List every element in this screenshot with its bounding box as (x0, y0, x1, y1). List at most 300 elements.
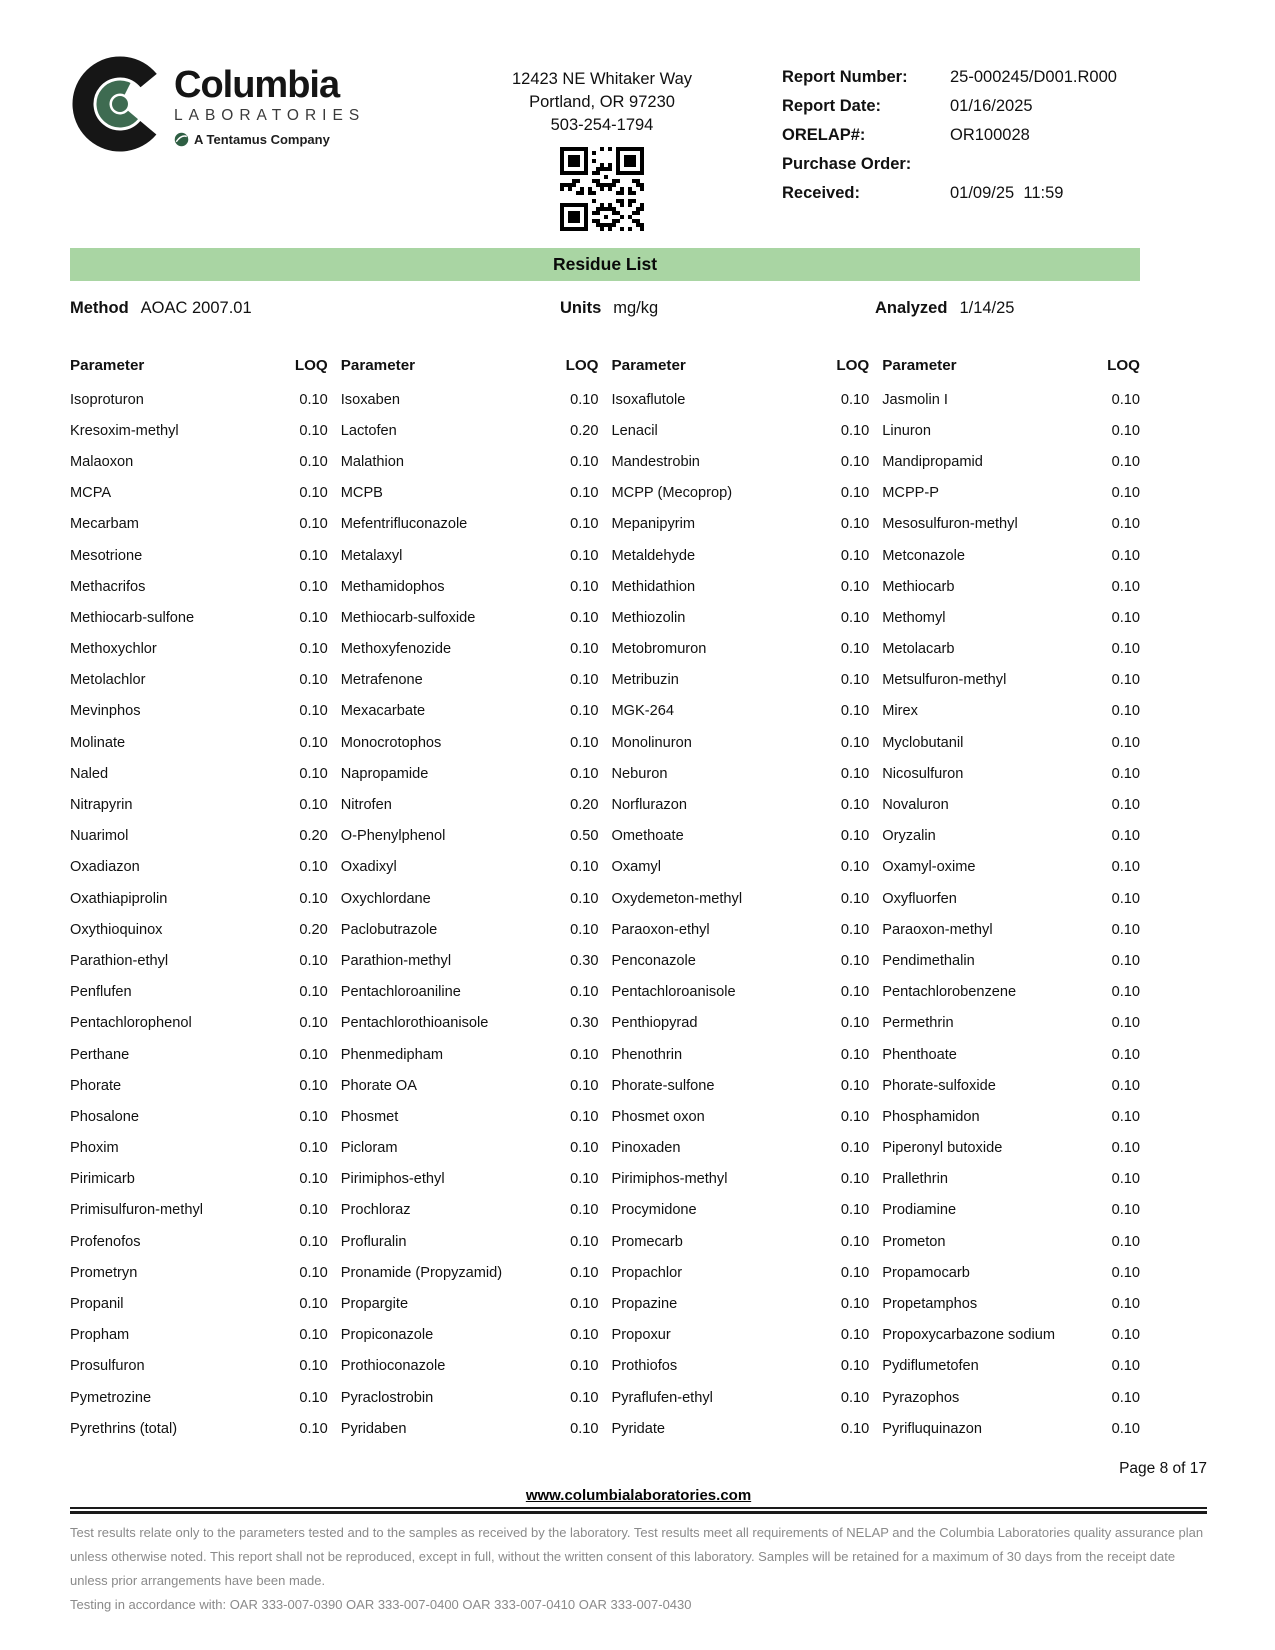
parameter-name: Phorate OA (340, 1077, 418, 1094)
loq-value: 0.10 (299, 422, 328, 439)
table-row (70, 571, 328, 602)
parameter-name: Parathion-methyl (340, 952, 452, 969)
table-row (612, 415, 870, 446)
loq-value: 0.10 (570, 547, 599, 564)
table-row (882, 945, 1140, 976)
loq-value: 0.10 (299, 609, 328, 626)
table-row (341, 1382, 599, 1413)
table-row (341, 1195, 599, 1226)
banner-title: Residue List (552, 254, 658, 274)
table-row (612, 1101, 870, 1132)
report-footer (70, 1460, 1207, 1617)
parameter-name: Nitrofen (340, 797, 392, 814)
loq-value: 0.10 (840, 516, 870, 533)
parameter-name: Metrafenone (340, 672, 423, 689)
parameter-name: Phenothrin (611, 1046, 683, 1063)
parameter-name: Methidathion (611, 578, 696, 595)
parameter-name: MCPP-P (882, 485, 940, 502)
loq-value: 0.10 (1111, 609, 1140, 626)
parameter-name: Prothioconazole (340, 1358, 446, 1375)
parameter-name: Methiocarb-sulfoxide (340, 609, 476, 626)
table-row (882, 758, 1140, 789)
units-field (560, 299, 875, 318)
parameter-name: MCPP (Mecoprop) (611, 485, 733, 502)
table-row (882, 789, 1140, 820)
table-row (612, 821, 870, 852)
table-row (341, 727, 599, 758)
parameter-name: Methiocarb-sulfone (70, 609, 195, 626)
report-info (782, 54, 1140, 232)
table-header-row (341, 346, 599, 384)
loq-value: 0.10 (840, 1358, 870, 1375)
method-units-analyzed-row (70, 299, 1140, 318)
loq-value: 0.10 (570, 485, 599, 502)
parameter-name: Prometryn (70, 1264, 138, 1281)
table-row (70, 1008, 328, 1039)
loq-value: 0.10 (840, 765, 870, 782)
loq-value: 0.10 (840, 984, 870, 1001)
parameter-name: Pirimiphos-ethyl (340, 1171, 445, 1188)
parameter-name: MGK-264 (611, 703, 674, 720)
parameter-name: Paraoxon-ethyl (611, 921, 710, 938)
table-row (882, 914, 1140, 945)
table-row (882, 571, 1140, 602)
parameter-name: Profluralin (340, 1233, 407, 1250)
table-row (70, 665, 328, 696)
loq-value: 0.10 (840, 641, 870, 658)
table-row (882, 1195, 1140, 1226)
parameter-name: Monolinuron (611, 734, 692, 751)
table-row (612, 977, 870, 1008)
loq-value: 0.10 (1111, 578, 1140, 595)
parameter-name: Norflurazon (611, 797, 687, 814)
units-label: Units (560, 299, 602, 317)
columbia-logo-icon (70, 54, 170, 154)
table-row (341, 789, 599, 820)
parameter-name: Isoxaben (340, 391, 400, 408)
lab-contact-block (437, 54, 767, 232)
parameter-name: Oxyfluorfen (882, 890, 957, 907)
table-row (612, 1008, 870, 1039)
loq-value: 0.10 (1111, 984, 1140, 1001)
parameter-name: Isoxaflutole (611, 391, 686, 408)
loq-value: 0.10 (570, 859, 599, 876)
table-row (341, 1101, 599, 1132)
parameter-name: Prodiamine (882, 1202, 957, 1219)
loq-value: 0.10 (840, 1015, 870, 1032)
table-row (70, 1257, 328, 1288)
address-line: 12423 NE Whitaker Way (511, 70, 693, 88)
table-row (882, 384, 1140, 415)
table-row (882, 446, 1140, 477)
table-row (341, 384, 599, 415)
parameter-name: Methamidophos (340, 578, 445, 595)
table-row (612, 478, 870, 509)
loq-value: 0.10 (570, 1140, 599, 1157)
loq-value: 0.10 (1111, 453, 1140, 470)
loq-value: 0.10 (840, 609, 870, 626)
address-line: Portland, OR 97230 (529, 93, 675, 111)
loq-value: 0.10 (299, 1327, 328, 1344)
columbia-logo (70, 54, 422, 232)
table-row (341, 602, 599, 633)
parameter-name: Linuron (882, 422, 931, 439)
loq-header: LOQ (565, 356, 599, 374)
report-info-label: ORELAP#: (782, 126, 866, 144)
report-info-value (950, 155, 1140, 174)
loq-value: 0.10 (299, 1389, 328, 1406)
parameter-name: Phenmedipham (340, 1046, 443, 1063)
loq-value: 0.10 (840, 1327, 870, 1344)
loq-value: 0.10 (570, 1264, 599, 1281)
table-row (882, 478, 1140, 509)
table-row (341, 1288, 599, 1319)
loq-value: 0.10 (299, 734, 328, 751)
table-header-row (70, 346, 328, 384)
loq-value: 0.10 (840, 703, 870, 720)
residue-table (70, 346, 1140, 1444)
parameter-name: Mexacarbate (340, 703, 426, 720)
report-info-label: Purchase Order: (782, 155, 912, 173)
table-row (612, 384, 870, 415)
loq-value: 0.10 (570, 1077, 599, 1094)
loq-value: 0.20 (570, 797, 599, 814)
parameter-name: Pymetrozine (70, 1389, 152, 1406)
logo-text (174, 54, 365, 147)
parameter-name: Nuarimol (70, 828, 129, 845)
loq-value: 0.10 (1111, 672, 1140, 689)
parameter-name: Napropamide (340, 765, 429, 782)
table-row (341, 540, 599, 571)
loq-value: 0.10 (840, 1233, 870, 1250)
parameter-name: Naled (70, 765, 109, 782)
loq-value: 0.10 (1111, 1296, 1140, 1313)
parameter-header: Parameter (70, 356, 145, 374)
table-row (612, 634, 870, 665)
loq-value: 0.10 (1111, 1358, 1140, 1375)
table-row (882, 634, 1140, 665)
parameter-name: Prallethrin (882, 1171, 948, 1188)
parameter-name: Nicosulfuron (882, 765, 964, 782)
table-row (882, 1320, 1140, 1351)
parameter-name: Methoxyfenozide (340, 641, 452, 658)
table-row (341, 509, 599, 540)
parameter-name: Parathion-ethyl (70, 952, 169, 969)
report-info-label: Received: (782, 184, 860, 202)
table-row (341, 1351, 599, 1382)
table-row (341, 665, 599, 696)
parameter-name: Pentachlorothioanisole (340, 1015, 489, 1032)
parameter-name: Omethoate (611, 828, 684, 845)
loq-value: 0.10 (299, 1015, 328, 1032)
parameter-name: Mefentrifluconazole (340, 516, 468, 533)
parameter-name: Pyraclostrobin (340, 1389, 434, 1406)
loq-value: 0.10 (1111, 921, 1140, 938)
table-row (70, 446, 328, 477)
parameter-name: Paraoxon-methyl (882, 921, 993, 938)
table-row (341, 977, 599, 1008)
parameter-name: Penthiopyrad (611, 1015, 698, 1032)
parameter-name: Lenacil (611, 422, 658, 439)
loq-value: 0.10 (570, 1171, 599, 1188)
parameter-name: Pendimethalin (882, 952, 975, 969)
table-row (341, 446, 599, 477)
logo-tagline (174, 132, 365, 147)
parameter-name: Methomyl (882, 609, 946, 626)
loq-value: 0.10 (1111, 1233, 1140, 1250)
loq-value: 0.10 (570, 1108, 599, 1125)
loq-header: LOQ (836, 356, 870, 374)
table-row (612, 1070, 870, 1101)
loq-value: 0.10 (570, 672, 599, 689)
parameter-name: MCPA (70, 485, 112, 502)
loq-value: 0.50 (570, 828, 599, 845)
loq-value: 0.10 (299, 1077, 328, 1094)
table-column-2 (341, 346, 599, 1444)
loq-value: 0.10 (299, 703, 328, 720)
parameter-name: Oxythioquinox (70, 921, 163, 938)
loq-value: 0.10 (299, 1140, 328, 1157)
loq-value: 0.10 (1111, 1140, 1140, 1157)
loq-value: 0.10 (840, 828, 870, 845)
parameter-name: Paclobutrazole (340, 921, 438, 938)
loq-value: 0.10 (840, 485, 870, 502)
parameter-name: Pirimicarb (70, 1171, 135, 1188)
parameter-name: Methoxychlor (70, 641, 157, 658)
parameter-name: Propamocarb (882, 1264, 970, 1281)
table-row (70, 1320, 328, 1351)
parameter-name: Phorate (70, 1077, 122, 1094)
loq-value: 0.10 (840, 578, 870, 595)
loq-value: 0.20 (570, 422, 599, 439)
method-value: AOAC 2007.01 (140, 299, 252, 317)
table-row (612, 1413, 870, 1444)
loq-value: 0.10 (1111, 797, 1140, 814)
tentamus-leaf-icon (174, 132, 189, 147)
table-row (70, 789, 328, 820)
loq-value: 0.10 (1111, 516, 1140, 533)
parameter-name: Isoproturon (70, 391, 144, 408)
parameter-name: Perthane (70, 1046, 130, 1063)
parameter-name: Oxydemeton-methyl (611, 890, 743, 907)
qr-code (560, 147, 645, 232)
table-row (612, 1382, 870, 1413)
report-info-value: 01/16/2025 (950, 97, 1033, 115)
loq-value: 0.10 (1111, 1171, 1140, 1188)
table-row (70, 1351, 328, 1382)
table-row (612, 852, 870, 883)
table-row (612, 727, 870, 758)
table-row (341, 1039, 599, 1070)
parameter-name: Methiozolin (611, 609, 686, 626)
table-row (70, 821, 328, 852)
table-row (612, 1195, 870, 1226)
table-row (70, 1382, 328, 1413)
table-header-row (882, 346, 1140, 384)
table-row (70, 540, 328, 571)
table-row (882, 1288, 1140, 1319)
parameter-name: Propiconazole (340, 1327, 434, 1344)
table-row (882, 1226, 1140, 1257)
parameter-name: Picloram (340, 1140, 398, 1157)
table-row (882, 696, 1140, 727)
parameter-name: Propham (70, 1327, 130, 1344)
report-info-value: 01/09/25 11:59 (950, 184, 1064, 202)
parameter-name: Mecarbam (70, 516, 139, 533)
table-row (341, 1257, 599, 1288)
table-row (612, 1320, 870, 1351)
parameter-name: Pyrifluquinazon (882, 1420, 983, 1437)
table-row (341, 634, 599, 665)
table-row (612, 1226, 870, 1257)
loq-value: 0.10 (1111, 828, 1140, 845)
table-row (612, 571, 870, 602)
table-row (882, 1382, 1140, 1413)
loq-value: 0.10 (840, 1077, 870, 1094)
loq-value: 0.10 (570, 984, 599, 1001)
table-row (882, 1101, 1140, 1132)
tagline-text: A Tentamus Company (194, 132, 330, 147)
loq-value: 0.20 (299, 921, 328, 938)
loq-value: 0.10 (570, 1202, 599, 1219)
loq-value: 0.10 (299, 1358, 328, 1375)
table-row (612, 1164, 870, 1195)
parameter-name: Phenthoate (882, 1046, 957, 1063)
loq-value: 0.10 (299, 578, 328, 595)
loq-value: 0.10 (299, 797, 328, 814)
table-row (70, 727, 328, 758)
parameter-name: O-Phenylphenol (340, 828, 446, 845)
loq-value: 0.10 (299, 1296, 328, 1313)
loq-value: 0.10 (570, 578, 599, 595)
loq-value: 0.10 (840, 1420, 870, 1437)
table-row (612, 883, 870, 914)
parameter-name: Oxadixyl (340, 859, 397, 876)
parameter-header: Parameter (340, 356, 416, 374)
table-row (341, 883, 599, 914)
parameter-name: Oxychlordane (340, 890, 431, 907)
parameter-name: Prosulfuron (70, 1358, 145, 1375)
loq-value: 0.10 (570, 703, 599, 720)
table-row (70, 883, 328, 914)
table-column-3 (612, 346, 870, 1444)
analyzed-label: Analyzed (875, 299, 948, 317)
loq-value: 0.10 (1111, 1046, 1140, 1063)
parameter-name: Metconazole (882, 547, 965, 564)
loq-value: 0.10 (1111, 1420, 1140, 1437)
table-row (70, 1164, 328, 1195)
loq-value: 0.30 (570, 1015, 599, 1032)
table-row (341, 571, 599, 602)
parameter-name: Phosmet oxon (611, 1108, 705, 1125)
table-row (882, 1164, 1140, 1195)
table-row (70, 977, 328, 1008)
report-info-value: 25-000245/D001.R000 (950, 68, 1117, 86)
loq-value: 0.10 (1111, 1108, 1140, 1125)
table-row (70, 1070, 328, 1101)
table-row (70, 509, 328, 540)
parameter-name: Pyridate (611, 1420, 666, 1437)
parameter-name: Oxamyl-oxime (882, 859, 976, 876)
loq-value: 0.10 (570, 1233, 599, 1250)
parameter-name: Metobromuron (611, 641, 707, 658)
table-row (882, 852, 1140, 883)
loq-value: 0.10 (570, 641, 599, 658)
loq-value: 0.10 (299, 1171, 328, 1188)
table-row (341, 415, 599, 446)
table-column-4 (882, 346, 1140, 1444)
loq-value: 0.10 (840, 453, 870, 470)
report-info-value: OR100028 (950, 126, 1030, 144)
parameter-name: Molinate (70, 734, 126, 751)
parameter-name: Pentachloroaniline (340, 984, 461, 1001)
table-row (70, 696, 328, 727)
parameter-name: Propoxycarbazone sodium (882, 1327, 1056, 1344)
table-row (70, 602, 328, 633)
parameter-name: Phorate-sulfoxide (882, 1077, 996, 1094)
loq-value: 0.10 (840, 391, 870, 408)
table-row (612, 446, 870, 477)
table-row (70, 478, 328, 509)
loq-value: 0.10 (840, 1264, 870, 1281)
parameter-name: Metsulfuron-methyl (882, 672, 1007, 689)
parameter-name: MCPB (340, 485, 383, 502)
parameter-name: Penconazole (611, 952, 696, 969)
table-row (882, 1133, 1140, 1164)
loq-value: 0.10 (1111, 641, 1140, 658)
loq-value: 0.10 (299, 859, 328, 876)
parameter-name: Promecarb (611, 1233, 683, 1250)
table-row (341, 478, 599, 509)
table-row (882, 821, 1140, 852)
parameter-name: Propazine (611, 1296, 678, 1313)
loq-value: 0.10 (299, 1264, 328, 1281)
table-row (882, 727, 1140, 758)
loq-value: 0.10 (840, 1389, 870, 1406)
parameter-name: Oxadiazon (70, 859, 140, 876)
table-row (70, 1101, 328, 1132)
table-row (612, 696, 870, 727)
parameter-name: Pinoxaden (611, 1140, 681, 1157)
loq-value: 0.10 (1111, 547, 1140, 564)
table-row (70, 1039, 328, 1070)
loq-value: 0.10 (570, 1358, 599, 1375)
report-header (70, 54, 1140, 232)
loq-value: 0.10 (570, 890, 599, 907)
parameter-name: Metalaxyl (340, 547, 403, 564)
table-row (341, 1070, 599, 1101)
loq-value: 0.10 (299, 984, 328, 1001)
method-label: Method (70, 299, 129, 317)
parameter-name: Malathion (340, 453, 405, 470)
loq-value: 0.10 (1111, 422, 1140, 439)
loq-value: 0.10 (570, 734, 599, 751)
logo-sub-text: LABORATORIES (174, 107, 366, 124)
parameter-name: Phoxim (70, 1140, 119, 1157)
loq-value: 0.10 (299, 890, 328, 907)
parameter-name: Metribuzin (611, 672, 679, 689)
loq-value: 0.10 (1111, 1389, 1140, 1406)
parameter-name: Phorate-sulfone (611, 1077, 715, 1094)
loq-value: 0.10 (840, 672, 870, 689)
analyzed-value: 1/14/25 (959, 299, 1015, 317)
loq-value: 0.10 (570, 1389, 599, 1406)
loq-value: 0.10 (299, 453, 328, 470)
table-row (882, 1413, 1140, 1444)
parameter-name: Lactofen (340, 422, 397, 439)
loq-value: 0.10 (1111, 703, 1140, 720)
table-row (612, 789, 870, 820)
